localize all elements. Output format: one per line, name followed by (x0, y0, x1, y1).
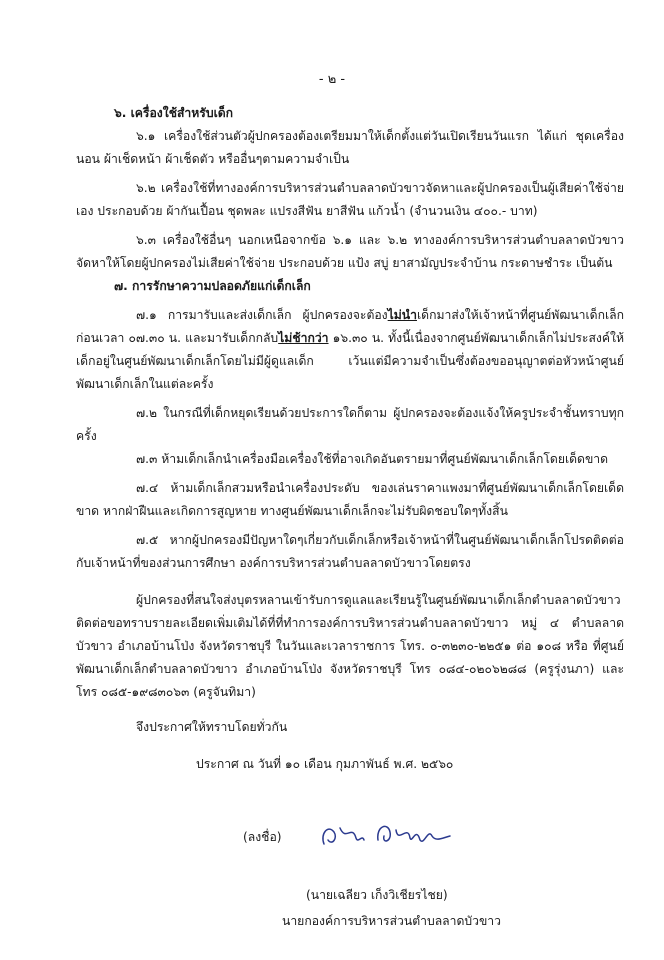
item-7-1 (76, 304, 624, 396)
item-7-1-text-b: เด็กมาส่งให้เจ้าหน้าที่ศูนย์พัฒนาเด็กเล็ก ก่อนเวลา ๐๗.๓๐ น. และมารับเด็กกลับ (76, 308, 624, 345)
item-7-2: ๗.๒ ในกรณีที่เด็กหยุดเรียนด้วยประการใดก็ตาม ผู้ปกครองจะต้องแจ้งให้ครูประจำชั้นทราบทุกครั้ง (76, 406, 624, 443)
section-7-heading: ๗. การรักษาความปลอดภัยแก่เด็กเล็ก (114, 279, 311, 293)
closing-line: จึงประกาศให้ทราบโดยทั่วกัน (136, 720, 288, 734)
item-7-1-text-c: ๑๖.๓๐ น. ทั้งนี้เนื่องจากศูนย์พัฒนาเด็กเล็กไม่ประสงค์ให้เด็กอยู่ในศูนย์พัฒนาเด็กเล็กโดยไม่มีผู้ดูแลเด็ก เว้นแต่มีความจำเป็นซึ่งต้องขออนุญาตต่อหัวหน้าศูนย์พัฒนาเด็กเล็กในแต่ละครั้ง (76, 331, 625, 391)
page-number: - ๒ - (318, 72, 346, 87)
item-6-3: ๖.๓ เครื่องใช้อื่นๆ นอกเหนือจากข้อ ๖.๑ และ ๖.๒ ทางองค์การบริหารส่วนตำบลลาดบัวขาวจัดหาให้โดยผู้ปกครองไม่เสียค่าใช้จ่าย ประกอบด้วย แป้ง สบู่ ยาสามัญประจำบ้าน กระดาษชำระ เป็นต้น (76, 233, 624, 270)
item-7-1-emphasis-not-later: ไม่ช้ากว่า (278, 331, 329, 345)
item-7-1-emphasis-not-bring: ไม่นำ (387, 308, 417, 322)
contact-paragraph: ผู้ปกครองที่สนใจส่งบุตรหลานเข้ารับการดูแลและเรียนรู้ในศูนย์พัฒนาเด็กเล็กตำบลลาดบัวขาวติดต่อขอทราบรายละเอียดเพิ่มเติมได้ที่ที่ทำการองค์การบริหารส่วนตำบลลาดบัวขาว หมู่ ๔ ตำบลลาดบัวขาว อำเภอบ้านโป่ง จังหวัดราชบุรี ในวันและเวลาราชการ โทร. ๐-๓๒๓๐-๒๒๕๑ ต่อ ๑๐๘ หรือ ที่ศูนย์พัฒนาเด็กเล็กตำบลลาดบัวขาว อำเภอบ้านโป่ง จังหวัดราชบุรี โทร ๐๘๔-๐๒๐๖๒๘๘ (ครูรุ่งนภา) และ โทร ๐๘๕-๑๙๘๓๐๖๓ (ครูจันทิมา) (76, 593, 624, 699)
signer-title: นายกองค์การบริหารส่วนตำบลลาดบัวขาว (282, 914, 501, 928)
item-7-5: ๗.๕ หากผู้ปกครองมีปัญหาใดๆเกี่ยวกับเด็กเล็กหรือเจ้าหน้าที่ในศูนย์พัฒนาเด็กเล็กโปรดติดต่อกับเจ้าหน้าที่ของส่วนการศึกษา องค์การบริหารส่วนตำบลลาดบัวขาวโดยตรง (76, 533, 624, 570)
item-7-4: ๗.๔ ห้ามเด็กเล็กสวมหรือนำเครื่องประดับ ของเล่นราคาแพงมาที่ศูนย์พัฒนาเด็กเล็กโดยเด็ดขาด หากฝ่าฝืนและเกิดการสูญหาย ทางศูนย์พัฒนาเด็กเล็กจะไม่รับผิดชอบใดๆทั้งสิ้น (76, 481, 624, 518)
document-body (76, 102, 624, 788)
signer-name: (นายเฉลียว เก็งวิเชียรไชย) (306, 888, 448, 902)
announcement-date: ประกาศ ณ วันที่ ๑๐ เดือน กุมภาพันธ์ พ.ศ. ๒๕๖๐ (196, 757, 454, 771)
item-7-1-text-a: ๗.๑ การมารับและส่งเด็กเล็ก ผู้ปกครองจะต้อง (136, 308, 388, 322)
section-6-heading: ๖. เครื่องใช้สำหรับเด็ก (114, 106, 234, 120)
handwritten-signature (318, 814, 458, 854)
item-6-1: ๖.๑ เครื่องใช้ส่วนตัวผู้ปกครองต้องเตรียมมาให้เด็กตั้งแต่วันเปิดเรียนวันแรก ได้แก่ ชุดเครื่องนอน ผ้าเช็ดหน้า ผ้าเช็ดตัว หรืออื่นๆตามความจำเป็น (76, 129, 624, 166)
sign-label: (ลงชื่อ) (243, 830, 282, 844)
item-6-2: ๖.๒ เครื่องใช้ที่ทางองค์การบริหารส่วนตำบลลาดบัวขาวจัดหาและผู้ปกครองเป็นผู้เสียค่าใช้จ่ายเอง ประกอบด้วย ผ้ากันเปื้อน ชุดพละ แปรงสีฟัน ยาสีฟัน แก้วน้ำ (จำนวนเงิน ๔๐๐.- บาท) (76, 181, 624, 218)
item-7-3: ๗.๓ ห้ามเด็กเล็กนำเครื่องมือเครื่องใช้ที่อาจเกิดอันตรายมาที่ศูนย์พัฒนาเด็กเล็กโดยเด็ดขาด (136, 452, 609, 466)
